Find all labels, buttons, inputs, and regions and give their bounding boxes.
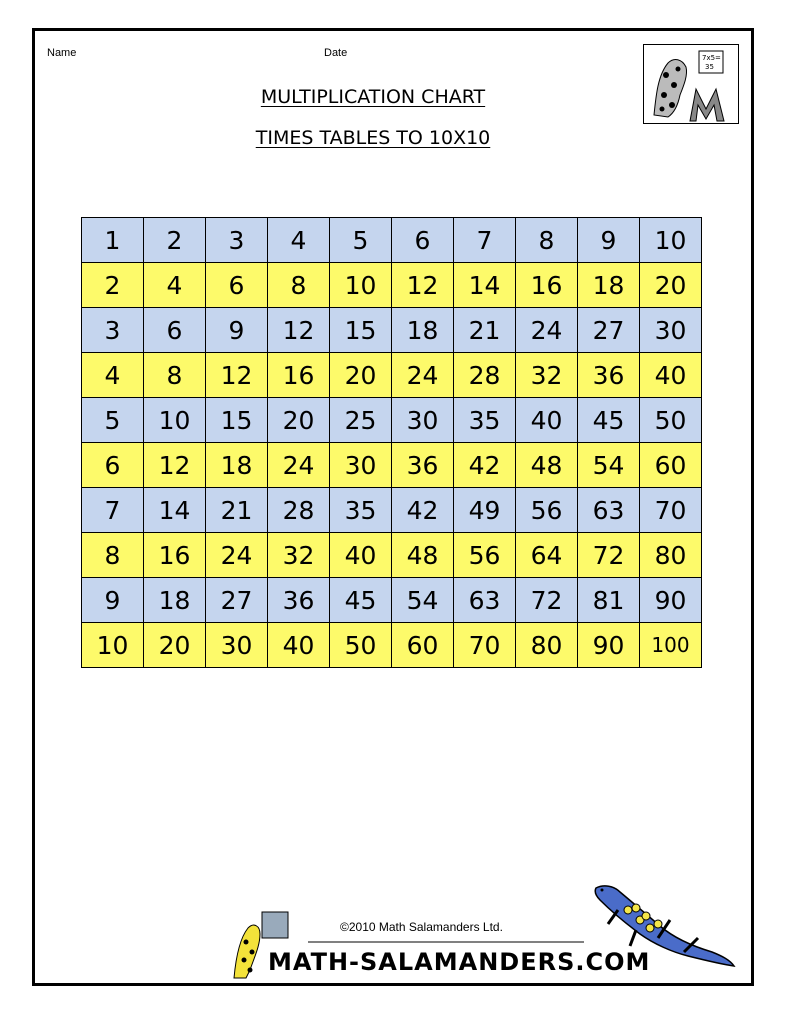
table-cell: 7 xyxy=(82,488,144,533)
table-cell: 10 xyxy=(144,398,206,443)
table-cell: 10 xyxy=(640,218,702,263)
table-cell: 14 xyxy=(144,488,206,533)
table-cell: 28 xyxy=(454,353,516,398)
table-cell: 70 xyxy=(454,623,516,668)
table-cell: 9 xyxy=(82,578,144,623)
table-cell: 64 xyxy=(516,533,578,578)
table-cell: 18 xyxy=(578,263,640,308)
table-cell: 25 xyxy=(330,398,392,443)
table-cell: 27 xyxy=(578,308,640,353)
table-cell: 63 xyxy=(578,488,640,533)
table-cell: 9 xyxy=(578,218,640,263)
table-cell: 5 xyxy=(82,398,144,443)
table-cell: 8 xyxy=(82,533,144,578)
table-cell: 20 xyxy=(144,623,206,668)
table-cell: 42 xyxy=(454,443,516,488)
table-cell: 35 xyxy=(330,488,392,533)
table-cell: 40 xyxy=(330,533,392,578)
table-cell: 56 xyxy=(516,488,578,533)
table-row xyxy=(82,308,702,353)
table-cell: 8 xyxy=(268,263,330,308)
table-cell: 50 xyxy=(330,623,392,668)
table-cell: 20 xyxy=(640,263,702,308)
table-cell: 16 xyxy=(268,353,330,398)
table-cell: 24 xyxy=(206,533,268,578)
table-cell: 16 xyxy=(516,263,578,308)
table-cell: 18 xyxy=(392,308,454,353)
table-cell: 6 xyxy=(82,443,144,488)
table-cell: 48 xyxy=(516,443,578,488)
copyright-text: ©2010 Math Salamanders Ltd. xyxy=(340,920,503,934)
multiplication-table xyxy=(81,217,702,668)
table-cell: 21 xyxy=(454,308,516,353)
salamander-icon xyxy=(588,880,738,975)
table-cell: 2 xyxy=(144,218,206,263)
table-cell: 49 xyxy=(454,488,516,533)
table-cell: 24 xyxy=(268,443,330,488)
salamander-mascot xyxy=(588,880,738,975)
table-cell: 63 xyxy=(454,578,516,623)
table-cell: 20 xyxy=(330,353,392,398)
table-cell: 2 xyxy=(82,263,144,308)
table-cell: 35 xyxy=(454,398,516,443)
table-row xyxy=(82,578,702,623)
table-cell: 40 xyxy=(640,353,702,398)
table-cell: 18 xyxy=(144,578,206,623)
table-row xyxy=(82,533,702,578)
footer-site-name: MATH-SALAMANDERS.COM xyxy=(268,948,651,976)
math-salamanders-logo xyxy=(643,44,739,124)
table-cell: 30 xyxy=(330,443,392,488)
table-cell: 48 xyxy=(392,533,454,578)
page-title: MULTIPLICATION CHART xyxy=(260,86,486,108)
date-label: Date xyxy=(324,47,348,59)
table-cell: 6 xyxy=(392,218,454,263)
table-cell: 81 xyxy=(578,578,640,623)
table-cell: 24 xyxy=(516,308,578,353)
table-cell: 30 xyxy=(206,623,268,668)
table-cell: 54 xyxy=(392,578,454,623)
page-subtitle: TIMES TABLES TO 10X10 xyxy=(255,127,491,149)
table-cell: 50 xyxy=(640,398,702,443)
table-cell: 30 xyxy=(640,308,702,353)
table-cell: 15 xyxy=(206,398,268,443)
table-cell: 10 xyxy=(330,263,392,308)
table-row xyxy=(82,353,702,398)
table-row xyxy=(82,218,702,263)
logo-equation-top: 7x5= xyxy=(702,54,721,62)
table-cell: 40 xyxy=(268,623,330,668)
logo-equation-bottom: 35 xyxy=(705,63,714,71)
table-cell: 12 xyxy=(392,263,454,308)
table-cell: 21 xyxy=(206,488,268,533)
table-cell: 100 xyxy=(640,623,702,668)
table-row xyxy=(82,488,702,533)
table-cell: 8 xyxy=(516,218,578,263)
table-cell: 45 xyxy=(578,398,640,443)
table-cell: 90 xyxy=(640,578,702,623)
table-cell: 1 xyxy=(82,218,144,263)
table-cell: 5 xyxy=(330,218,392,263)
table-cell: 36 xyxy=(268,578,330,623)
table-row xyxy=(82,398,702,443)
table-cell: 4 xyxy=(268,218,330,263)
table-cell: 40 xyxy=(516,398,578,443)
table-cell: 6 xyxy=(144,308,206,353)
table-cell: 9 xyxy=(206,308,268,353)
table-row xyxy=(82,263,702,308)
table-row xyxy=(82,443,702,488)
table-cell: 27 xyxy=(206,578,268,623)
table-cell: 10 xyxy=(82,623,144,668)
table-row xyxy=(82,623,702,668)
table-cell: 72 xyxy=(578,533,640,578)
table-cell: 16 xyxy=(144,533,206,578)
table-cell: 30 xyxy=(392,398,454,443)
table-cell: 32 xyxy=(268,533,330,578)
table-cell: 56 xyxy=(454,533,516,578)
table-cell: 3 xyxy=(82,308,144,353)
table-cell: 4 xyxy=(144,263,206,308)
table-cell: 90 xyxy=(578,623,640,668)
table-cell: 36 xyxy=(578,353,640,398)
salamander-teacher-icon xyxy=(644,45,738,123)
table-cell: 42 xyxy=(392,488,454,533)
table-cell: 12 xyxy=(206,353,268,398)
table-cell: 80 xyxy=(516,623,578,668)
table-cell: 20 xyxy=(268,398,330,443)
table-cell: 60 xyxy=(640,443,702,488)
table-cell: 12 xyxy=(268,308,330,353)
name-label: Name xyxy=(47,47,77,59)
table-cell: 8 xyxy=(144,353,206,398)
table-cell: 12 xyxy=(144,443,206,488)
table-cell: 80 xyxy=(640,533,702,578)
table-cell: 36 xyxy=(392,443,454,488)
table-cell: 7 xyxy=(454,218,516,263)
table-cell: 15 xyxy=(330,308,392,353)
table-cell: 70 xyxy=(640,488,702,533)
table-cell: 14 xyxy=(454,263,516,308)
table-cell: 54 xyxy=(578,443,640,488)
table-cell: 18 xyxy=(206,443,268,488)
table-cell: 32 xyxy=(516,353,578,398)
table-cell: 60 xyxy=(392,623,454,668)
table-cell: 6 xyxy=(206,263,268,308)
table-cell: 4 xyxy=(82,353,144,398)
table-cell: 45 xyxy=(330,578,392,623)
table-cell: 3 xyxy=(206,218,268,263)
table-cell: 24 xyxy=(392,353,454,398)
table-cell: 72 xyxy=(516,578,578,623)
table-cell: 28 xyxy=(268,488,330,533)
